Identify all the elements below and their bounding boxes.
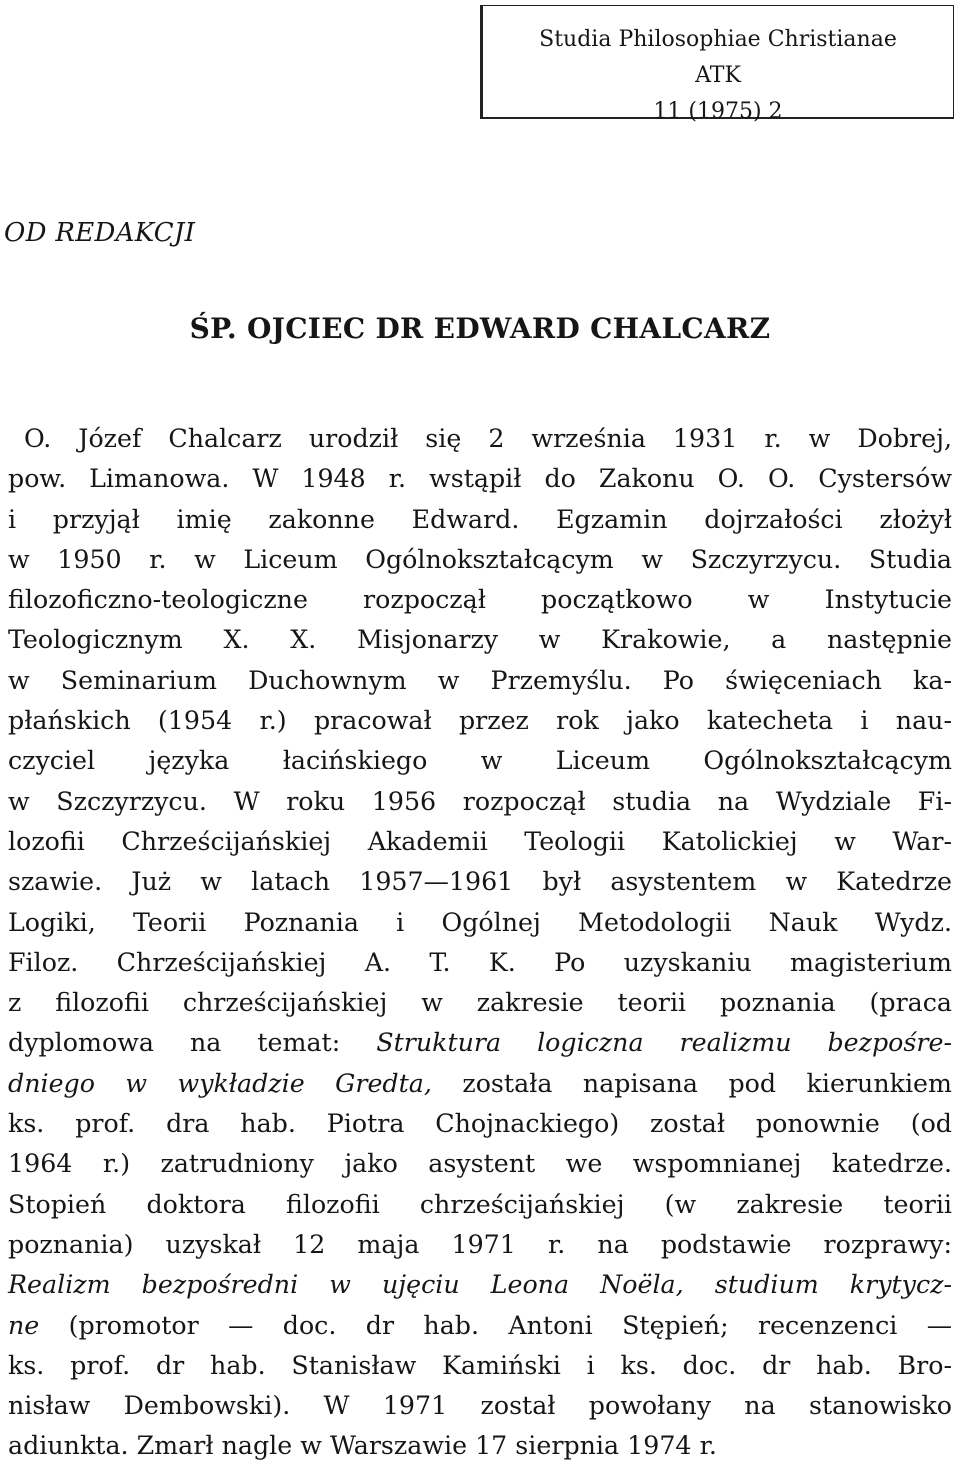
body-line bbox=[8, 1306, 952, 1346]
body-line: i przyjął imię zakonne Edward. Egzamin dojrzałości złożył bbox=[8, 504, 952, 534]
italic-title-text: Struktura logiczna realizmu bezpośre- bbox=[376, 1028, 952, 1058]
article-title: ŚP. OJCIEC DR EDWARD CHALCARZ bbox=[189, 312, 771, 345]
body-line: O. Józef Chalcarz urodził się 2 września 1931 r. w Dobrej, bbox=[24, 424, 952, 453]
body-line: szawie. Już w latach 1957—1961 był asystentem w Katedrze bbox=[8, 867, 952, 897]
body-line: pow. Limanowa. W 1948 r. wstąpił do Zakonu O. O. Cystersów bbox=[8, 464, 952, 494]
body-text: (promotor — doc. dr hab. Antoni Stępień; recenzenci — bbox=[39, 1310, 952, 1340]
body-line: w Szczyrzycu. W roku 1956 rozpoczął studia na Wydziale Fi- bbox=[8, 786, 952, 816]
article-body bbox=[8, 419, 952, 1467]
body-line: ks. prof. dr hab. Stanisław Kamiński i ks. doc. dr hab. Bro- bbox=[8, 1350, 952, 1380]
body-line: Filoz. Chrześcijańskiej A. T. K. Po uzyskaniu magisterium bbox=[8, 947, 952, 977]
journal-header-box bbox=[480, 5, 954, 124]
body-line: w 1950 r. w Liceum Ogólnokształcącym w Szczyrzycu. Studia bbox=[8, 544, 952, 574]
body-line: 1964 r.) zatrudniony jako asystent we wspomnianej katedrze. bbox=[8, 1149, 952, 1179]
journal-name: Studia Philosophiae Christianae bbox=[539, 27, 897, 52]
italic-title-text: Realizm bezpośredni w ujęciu Leona Noëla, studium krytycz- bbox=[8, 1270, 952, 1300]
body-line bbox=[8, 1064, 952, 1104]
body-line: z filozofii chrześcijańskiej w zakresie teorii poznania (praca bbox=[8, 988, 952, 1018]
body-line: Logiki, Teorii Poznania i Ogólnej Metodologii Nauk Wydz. bbox=[8, 907, 952, 937]
body-line bbox=[8, 1265, 952, 1305]
journal-publisher: ATK bbox=[695, 63, 741, 88]
body-line bbox=[8, 1023, 952, 1063]
italic-title-text: ne bbox=[8, 1310, 40, 1340]
italic-title-text: dniego w wykładzie Gredta, bbox=[8, 1068, 432, 1098]
body-line: w Seminarium Duchownym w Przemyślu. Po święceniach ka- bbox=[8, 665, 952, 695]
body-line: Stopień doktora filozofii chrześcijańskiej (w zakresie teorii bbox=[8, 1189, 952, 1219]
body-line: czyciel języka łacińskiego w Liceum Ogólnokształcącym bbox=[8, 746, 952, 776]
body-line: adiunkta. Zmarł nagle w Warszawie 17 sierpnia 1974 r. bbox=[8, 1431, 717, 1461]
body-text: została napisana pod kierunkiem bbox=[431, 1068, 952, 1098]
body-line: Teologicznym X. X. Misjonarzy w Krakowie, a następnie bbox=[8, 625, 952, 655]
body-line: lozofii Chrześcijańskiej Akademii Teologii Katolickiej w War- bbox=[8, 826, 952, 856]
body-text: dyplomowa na temat: bbox=[8, 1028, 377, 1058]
body-line: nisław Dembowski). W 1971 został powołany na stanowisko bbox=[8, 1391, 952, 1421]
journal-issue: 11 (1975) 2 bbox=[653, 99, 783, 124]
body-line: płańskich (1954 r.) pracował przez rok jako katecheta i nau- bbox=[8, 706, 952, 736]
body-line: ks. prof. dra hab. Piotra Chojnackiego) został ponownie (od bbox=[8, 1109, 952, 1139]
body-line: poznania) uzyskał 12 maja 1971 r. na podstawie rozprawy: bbox=[8, 1229, 952, 1259]
section-label: OD REDAKCJI bbox=[4, 218, 196, 248]
body-line: filozoficzno-teologiczne rozpoczął początkowo w Instytucie bbox=[8, 585, 952, 615]
